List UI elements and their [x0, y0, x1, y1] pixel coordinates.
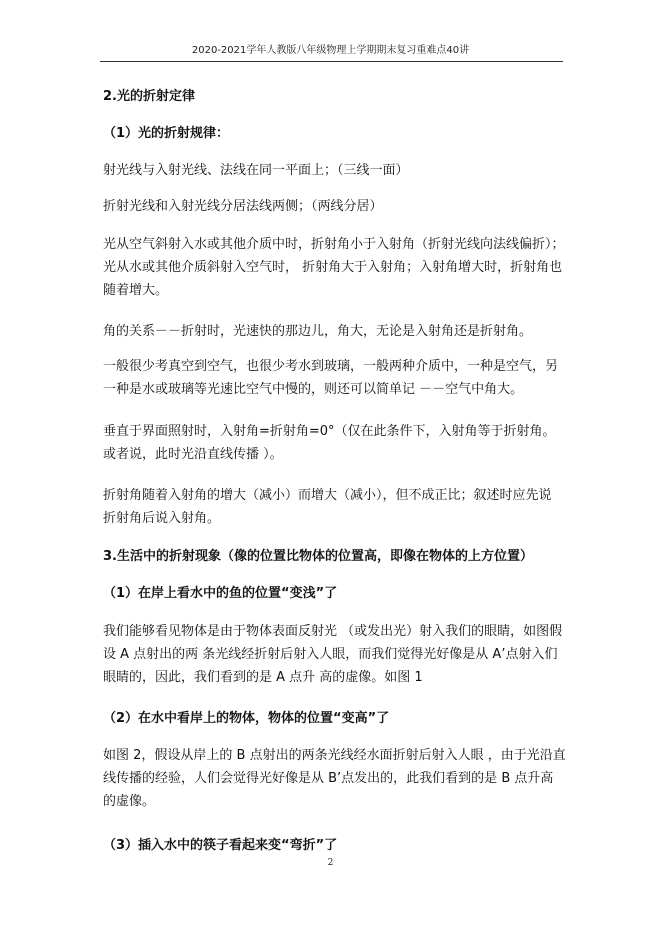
rule-media-note-paragraph — [103, 355, 565, 401]
paragraph-line: 折射角后说入射角。 — [103, 511, 221, 526]
paragraph-line: 眼睛的，因此，我们看到的是 A 点升 高的虚像。如图 1 — [103, 670, 423, 685]
section-2-heading: 2.光的折射定律 — [103, 89, 195, 104]
paragraph-line: 垂直于界面照射时，入射角=折射角=0°（仅在此条件下，入射角等于折射角。 — [103, 424, 556, 439]
fish-appears-shallower-heading: （1）在岸上看水中的鱼的位置“变浅”了 — [103, 586, 338, 601]
rule-angle-change-paragraph — [103, 484, 565, 530]
page-header-title: 2020-2021学年人教版八年级物理上学期期末复习重难点40讲 — [191, 45, 470, 56]
paragraph-line: 线传播的经验，人们会觉得光好像是从 B’点发出的，此我们看到的是 B 点升高 — [103, 771, 554, 786]
shore-object-appears-higher-heading: （2）在水中看岸上的物体，物体的位置“变高”了 — [103, 711, 390, 726]
paragraph-line: 随着增大。 — [103, 283, 169, 298]
page-number: 2 — [327, 858, 334, 868]
rule-three-lines-coplanar: 射光线与入射光线、法线在同一平面上；（三线一面） — [103, 163, 409, 178]
rule-angle-relation: 角的关系－－折射时，光速快的那边儿，角大，无论是入射角还是折射角。 — [103, 324, 533, 339]
paragraph-line: 的虚像。 — [103, 794, 156, 809]
fish-explanation-paragraph — [103, 620, 565, 689]
paragraph-line: 如图 2，假设从岸上的 B 点射出的两条光线经水面折射后射入人眼 ，由于光沿直 — [103, 748, 566, 763]
paragraph-line: 一种是水或玻璃等光速比空气中慢的，则还可以简单记 －－空气中角大。 — [103, 382, 524, 397]
paragraph-line: 设 A 点射出的两 条光线经折射后射入人眼，而我们觉得光好像是从 A’点射入们 — [103, 647, 558, 662]
rule-perpendicular-paragraph — [103, 420, 565, 466]
section-3-heading: 3.生活中的折射现象（像的位置比物体的位置高，即像在物体的上方位置） — [103, 549, 533, 564]
paragraph-line: 一般很少考真空到空气，也很少考水到玻璃，一般两种介质中，一种是空气，另 — [103, 359, 559, 374]
paragraph-line: 折射角随着入射角的增大（减小）而增大（减小），但不成正比；叙述时应先说 — [103, 488, 552, 503]
shore-object-explanation-paragraph — [103, 744, 565, 813]
paragraph-line: 或者说，此时光沿直线传播 ）。 — [103, 447, 283, 462]
rule-two-lines-separated: 折射光线和入射光线分居法线两侧；（两线分居） — [103, 199, 383, 214]
refraction-rules-heading: （1）光的折射规律： — [103, 126, 230, 141]
header-divider — [100, 61, 563, 62]
paragraph-line: 光从空气斜射入水或其他介质中时，折射角小于入射角（折射光线向法线偏折）； — [103, 237, 565, 252]
paragraph-line: 我们能够看见物体是由于物体表面反射光 （或发出光）射入我们的眼睛，如图假 — [103, 624, 563, 639]
rule-angle-size-paragraph — [103, 233, 565, 302]
paragraph-line: 光从水或其他介质斜射入空气时， 折射角大于入射角；入射角增大时，折射角也 — [103, 260, 563, 275]
chopsticks-appear-bent-heading: （3）插入水中的筷子看起来变“弯折”了 — [103, 838, 338, 853]
